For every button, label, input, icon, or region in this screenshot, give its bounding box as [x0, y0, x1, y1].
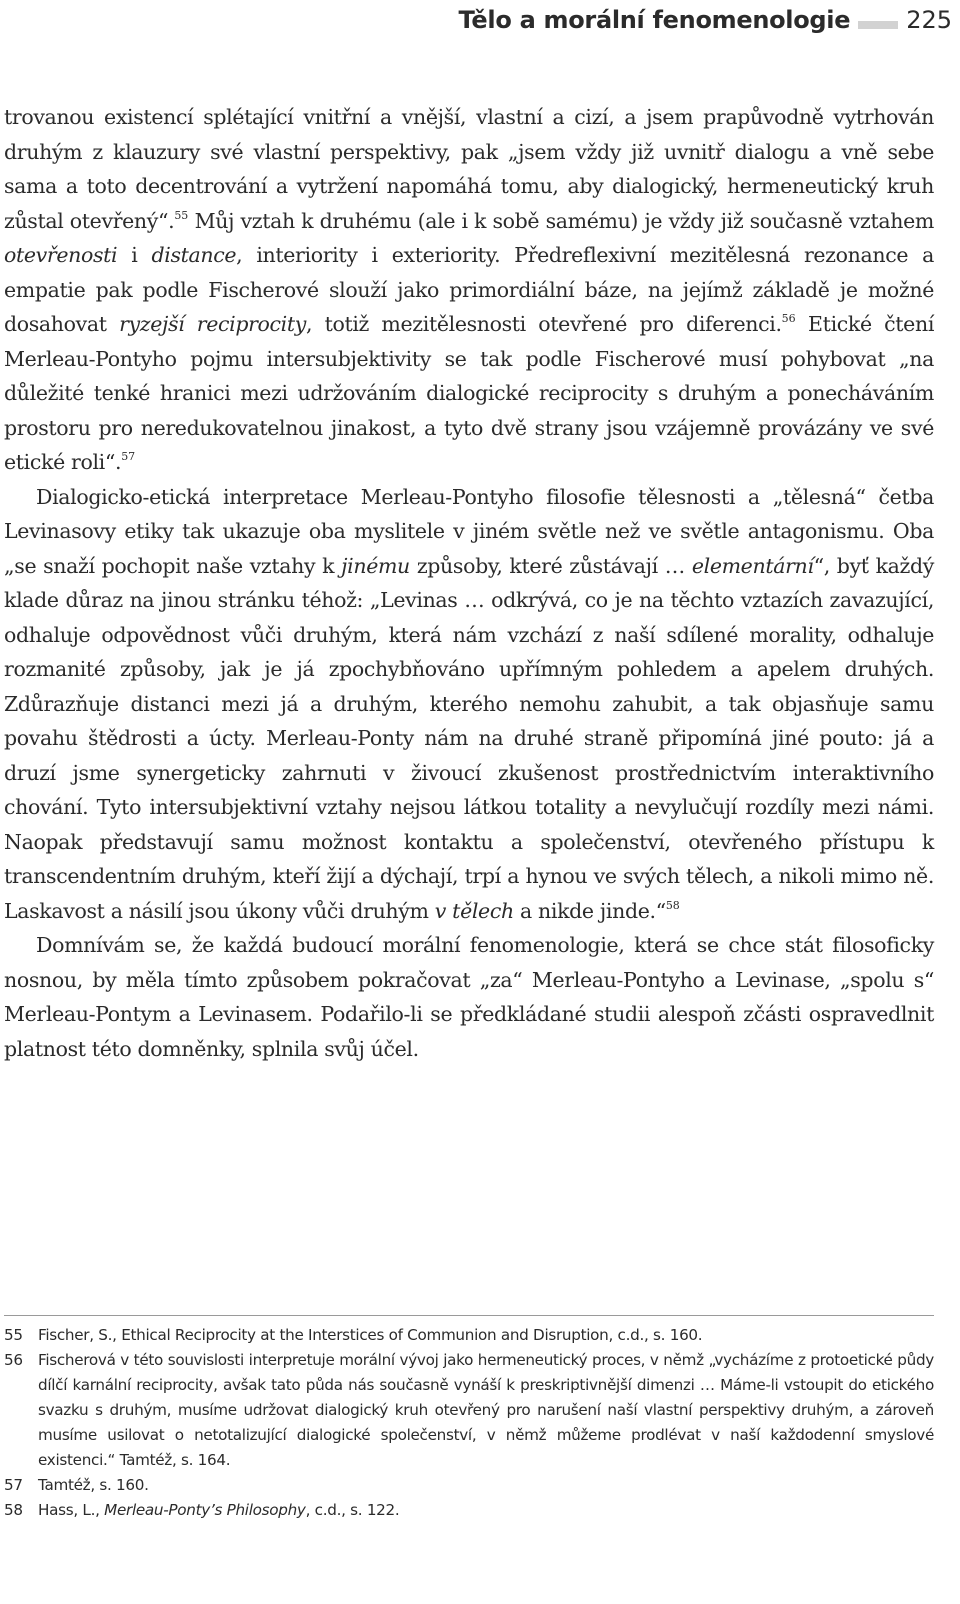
italic-text: otevřenosti	[4, 243, 118, 267]
footnotes	[4, 1323, 934, 1523]
footnote	[4, 1473, 934, 1498]
footnote-text	[38, 1473, 934, 1498]
text-run: i	[117, 243, 152, 267]
footnote-text	[38, 1498, 934, 1523]
footnote-reference: 58	[665, 898, 680, 912]
footnote-number: 56	[4, 1351, 23, 1369]
text-run: a nikde jinde.“	[513, 898, 666, 923]
footnote-number: 55	[4, 1326, 23, 1344]
text-run: Dialogicko-etická interpretace Merleau-Pontyho filosofie tělesnosti a „tělesná“ četba Levinasovy etiky tak ukazuje oba myslitele v jiném světle než ve světle antagonismu. Oba „se snaží pochopit naše vztahy k	[4, 484, 934, 578]
text-run: , interiority i exteriority. Předreflexivní mezitělesná rezonance a empatie pak podle Fischerové slouží jako primordiální báze, na jejímž základě je možné dosahovat	[4, 243, 935, 336]
italic-text: distance	[151, 243, 237, 267]
text-run: Fischer, S., Ethical Reciprocity at the Interstices of Communion and Disruption, c.d., s. 160.	[38, 1326, 703, 1344]
main-text	[4, 100, 934, 1066]
text-run: , c.d., s. 122.	[305, 1501, 400, 1519]
footnote	[4, 1348, 934, 1473]
text-run: Můj vztah k druhému (ale i k sobě samému) je vždy již současně vztahem	[188, 208, 934, 233]
footnote-divider	[4, 1315, 934, 1316]
body-paragraph	[4, 100, 934, 480]
footnote-text	[38, 1323, 934, 1348]
text-run: Tamtéž, s. 160.	[38, 1476, 149, 1494]
body-paragraph	[4, 928, 934, 1066]
body-paragraph	[4, 480, 934, 929]
page-number: 225	[906, 6, 952, 34]
text-run: Domnívám se, že každá budoucí morální fenomenologie, která se chce stát filosoficky nosnou, by měla tímto způsobem pokračovat „za“ Merleau-Pontyho a Levinase, „spolu s“ Merleau-Pontym a Levinasem. Podařilo-li se předkládané studii alespoň zčásti ospravedlnit platnost této domněnky, splnila svůj účel.	[4, 933, 934, 1061]
text-run: “, byť každý klade důraz na jinou stránku téhož: „Levinas … odkrývá, co je na těchto vztazích zavazující, odhaluje odpovědnost vůči druhým, která nám vzchází z naší sdílené morality, odhaluje rozmanité způsoby, jak je já zpochybňováno upřímným pohledem a apelem druhých. Zdůrazňuje distanci mezi já a druhým, kterého nemohu zahubit, a tak objasňuje samu povahu štědrosti a úcty. Merleau-Ponty nám na druhé straně připomíná jiné pouto: já a druzí jsme synergeticky zahrnuti v živoucí zkušenost prostřednictvím interaktivního chování. Tyto intersubjektivní vztahy nejsou látkou totality a nevylučují rozdíly mezi námi. Naopak představují samu možnost kontaktu a společenství, otevřeného přístupu k transcendentním druhým, kteří žijí a dýchají, trpí a hynou ve svých tělech, a nikoli mimo ně. Laskavost a násilí jsou úkony vůči druhým	[4, 553, 934, 923]
text-run: trovanou existencí splétající vnitřní a vnější, vlastní a cizí, a jsem prapůvodně vytrhován druhým z klauzury své vlastní perspektivy, pak „jsem vždy již uvnitř dialogu a vně sebe sama a toto decentrování a vytržení napomáhá tomu, aby dialogický, hermeneutický kruh zůstal otevřený“.	[4, 105, 934, 233]
footnote-reference: 57	[121, 450, 136, 463]
text-run: Fischerová v této souvislosti interpretuje morální vývoj jako hermeneutický proces, v němž „vycházíme z protoetické půdy dílčí karnální reciprocity, avšak tato půda nás současně vynáší k preskriptivnější dimenzi … Máme-li vstoupit do etického svazku s druhým, musíme udržovat dialogický kruh otevřený pro narušení naší vlastní perspektivy druhým, a zároveň musíme usilovat o netotalizující dialogické společenství, v němž můžeme prodlévat v naší každodenní smyslové existenci.“ Tamtéž, s. 164.	[38, 1351, 934, 1469]
italic-text: elementární	[691, 553, 814, 578]
footnote-number: 57	[4, 1476, 23, 1494]
footnote-text	[38, 1348, 934, 1473]
text-run: , totiž mezitělesnosti otevřené pro diferenci.	[306, 312, 782, 336]
footnote	[4, 1323, 934, 1348]
footnote-reference: 56	[781, 312, 796, 325]
running-title: Tělo a morální fenomenologie	[458, 6, 851, 34]
italic-text: Merleau-Ponty’s Philosophy	[104, 1501, 306, 1519]
page-header	[0, 0, 952, 40]
footnote-number: 58	[4, 1501, 23, 1519]
text-run: způsoby, které zůstávají …	[409, 553, 692, 578]
header-divider	[858, 21, 898, 29]
footnote-reference: 55	[174, 208, 189, 222]
footnote	[4, 1498, 934, 1523]
italic-text: v tělech	[434, 898, 514, 923]
italic-text: jinému	[341, 553, 410, 578]
text-run: Hass, L.,	[38, 1501, 105, 1519]
text-run: Etické čtení Merleau-Pontyho pojmu intersubjektivity se tak podle Fischerové musí pohybovat „na důležité tenké hranici mezi udržováním dialogické reciprocity s druhým a ponecháváním prostoru pro neredukovatelnou jinakost, a tyto dvě strany jsou vzájemně provázány ve své etické roli“.	[4, 312, 935, 474]
italic-text: ryzejší reciprocity	[119, 312, 307, 336]
